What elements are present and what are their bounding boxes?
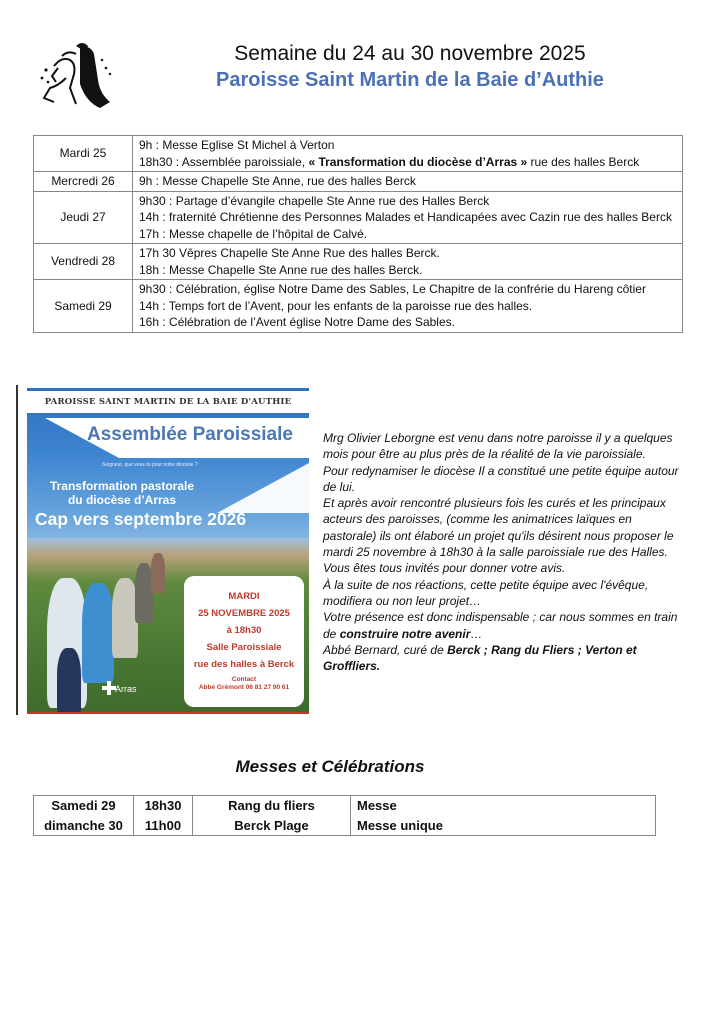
text-run: Et après avoir rencontré plusieurs fois les curés et les principaux acteurs des paroisses, (comme les animatrices laïques en pastorale) ils ont élaboré un projet qu'ils désirent nous proposer le mardi 25 novembre à 18h30 à la salle paroissiale rue des Halles.: [323, 496, 674, 560]
schedule-events: [133, 280, 683, 333]
text-run: 9h : Messe Chapelle Ste Anne, rue des halles Berck: [139, 174, 416, 188]
schedule-event: [139, 154, 676, 171]
text-run: 17h : Messe chapelle de l’hôpital de Calvé.: [139, 226, 368, 241]
flyer-topic: [37, 479, 207, 507]
article-paragraph: [323, 495, 688, 560]
mass-type: Messe: [357, 798, 397, 813]
flyer-bottom-line: [27, 712, 309, 714]
diocese-logo-text: Arras: [115, 684, 137, 694]
text-run: 16h : Célébration de l’Avent église Notre Dame des Sables.: [139, 315, 455, 329]
assembly-flyer: [27, 388, 309, 714]
flyer-contact-label: Contact: [231, 676, 257, 683]
text-run: Votre présence est donc indispensable ; car nous sommes en train de: [323, 610, 678, 641]
schedule-event: [139, 245, 676, 262]
flyer-border-line: [16, 385, 18, 715]
schedule-row: [34, 172, 683, 192]
mass-type: Messe unique: [357, 817, 443, 833]
schedule-row: [34, 191, 683, 244]
schedule-event: [139, 298, 676, 315]
messes-day-cell: [34, 796, 134, 836]
schedule-event: [139, 314, 676, 331]
walker-figure: [82, 583, 114, 683]
messes-time-cell: [134, 796, 193, 836]
text-run: Mrg Olivier Leborgne est venu dans notre paroisse il y a quelques mois pour être au plus près de la réalité de la vie paroissiale.: [323, 431, 673, 462]
messes-table-row: [34, 796, 656, 836]
messes-table: [33, 795, 656, 836]
flyer-contact: Abbé Grémont 06 81 27 90 61: [198, 684, 290, 691]
text-run: 18h30 : Assemblée paroissiale,: [139, 154, 309, 169]
mass-day: Samedi 29: [51, 798, 116, 813]
flyer-topic-line2: du diocèse d’Arras: [67, 493, 177, 507]
schedule-event: [139, 193, 676, 210]
text-run: 14h : Temps fort de l’Avent, pour les enfants de la paroisse rue des halles.: [139, 298, 533, 313]
flyer-event-card: [184, 576, 304, 707]
schedule-event: [139, 281, 676, 298]
mass-day: dimanche 30: [44, 817, 123, 833]
schedule-events: [133, 244, 683, 280]
flyer-event-place: Salle Paroissiale: [206, 642, 282, 653]
text-run: Pour redynamiser le diocèse Il a constitué une petite équipe autour de lui.: [323, 463, 679, 494]
bold-text: Berck ; Rang du Fliers ; Verton et Groffliers.: [323, 642, 637, 674]
flyer-heading: Assemblée Paroissiale: [87, 424, 293, 445]
article-paragraph: [323, 430, 688, 463]
flyer-event-day: MARDI: [228, 591, 260, 602]
mass-place: Berck Plage: [234, 817, 309, 833]
article-paragraph: [323, 560, 688, 576]
schedule-event: [139, 209, 676, 226]
walker-figure: [57, 648, 81, 714]
text-run: 9h : Messe Eglise St Michel à Verton: [139, 138, 335, 152]
text-run: rue des halles Berck: [527, 154, 640, 169]
schedule-event: [139, 262, 676, 279]
messes-type-cell: [351, 796, 656, 836]
flyer-event-time: à 18h30: [226, 625, 262, 636]
schedule-event: [139, 137, 676, 154]
weekly-schedule-table: [33, 135, 683, 333]
schedule-events: [133, 191, 683, 244]
flyer-topic-line1: Transformation pastorale: [49, 479, 195, 493]
text-run: 14h : fraternité Chrétienne des Personnes Malades et Handicapées avec Cazin rue des halles Berck: [139, 210, 672, 224]
text-run: 9h30 : Célébration, église Notre Dame des Sables, Le Chapitre de la confrérie du Hareng côtier: [139, 282, 646, 296]
text-run: À la suite de nos réactions, cette petite équipe avec l'évêque, modifiera ou non leur projet…: [323, 577, 649, 608]
diocese-cross-icon: [102, 681, 116, 695]
schedule-day: Vendredi 28: [34, 244, 133, 280]
schedule-day: Mardi 25: [34, 136, 133, 172]
messes-place-cell: [193, 796, 351, 836]
walker-figure: [151, 553, 165, 593]
mass-time: 18h30: [144, 798, 182, 813]
text-run: Abbé Bernard, curé de: [323, 642, 448, 657]
bold-text: « Transformation du diocèse d’Arras »: [308, 154, 528, 169]
flyer-cap: Cap vers septembre 2026: [35, 509, 247, 529]
mass-time: 11h00: [144, 817, 182, 833]
flyer-event-address: rue des halles à Berck: [193, 659, 295, 670]
schedule-row: [34, 280, 683, 333]
schedule-event: [139, 226, 676, 243]
bold-text: construire notre avenir: [339, 626, 471, 641]
article-paragraph: [323, 642, 688, 675]
parish-name: Paroisse Saint Martin de la Baie d’Authie: [216, 69, 604, 91]
schedule-day: Jeudi 27: [34, 191, 133, 244]
article-paragraph: [323, 577, 688, 610]
flyer-decor-triangle: [217, 463, 309, 513]
article-paragraph: [323, 463, 688, 496]
flyer-parish: PAROISSE SAINT MARTIN DE LA BAIE D'AUTHIE: [44, 397, 292, 407]
messes-title: Messes et Célébrations: [235, 757, 425, 776]
article-paragraph: [323, 609, 688, 642]
flyer-tagline: Seigneur, que veux-tu pour notre diocèse ?: [102, 462, 198, 468]
schedule-events: [133, 136, 683, 172]
text-run: Vous êtes tous invités pour donner votre avis.: [323, 561, 566, 576]
text-run: 9h30 : Partage d’évangile chapelle Ste Anne rue des Halles Berck: [139, 193, 490, 208]
text-run: …: [470, 626, 483, 641]
schedule-day: Mercredi 26: [34, 172, 133, 192]
text-run: 18h : Messe Chapelle Ste Anne rue des halles Berck.: [139, 262, 423, 277]
text-run: 17h 30 Vêpres Chapelle Ste Anne Rue des halles Berck.: [139, 246, 440, 260]
schedule-row: [34, 136, 683, 172]
article-text: [323, 430, 688, 674]
schedule-day: Samedi 29: [34, 280, 133, 333]
page-title: Semaine du 24 au 30 novembre 2025: [234, 42, 586, 65]
schedule-row: [34, 244, 683, 280]
schedule-event: [139, 173, 676, 190]
mass-place: Rang du fliers: [228, 798, 315, 813]
schedule-events: [133, 172, 683, 192]
flyer-event-date: 25 NOVEMBRE 2025: [198, 608, 290, 619]
